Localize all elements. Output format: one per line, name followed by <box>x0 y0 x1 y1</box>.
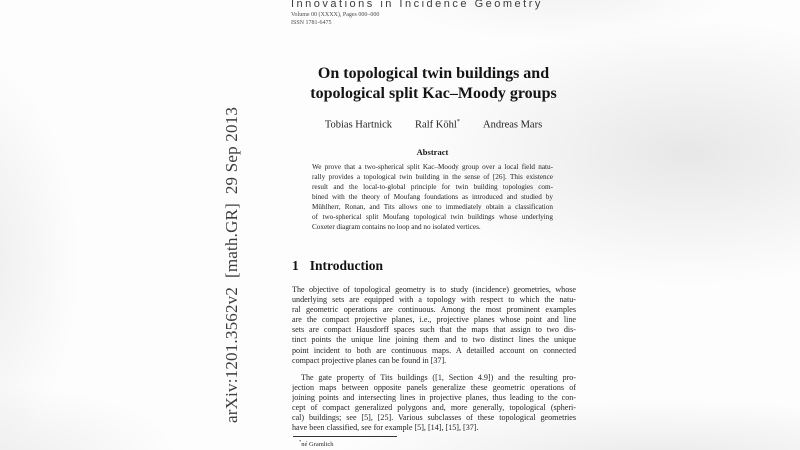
abstract-body <box>312 162 553 232</box>
text-line: Mühlherr, Ronan, and Tits allows one to immediately obtain a classification <box>312 203 553 211</box>
journal-issn-line: ISSN 1781-6475 <box>291 19 332 26</box>
text-line: cal) buildings; see [5], [25]. Various subclasses of these topological geometries <box>292 413 576 423</box>
authors-row <box>292 118 575 131</box>
intro-paragraph-1 <box>292 285 576 366</box>
text-line: bined with the theory of Moufang foundations as introduced and studied by <box>312 193 553 201</box>
intro-paragraph-2 <box>292 373 576 434</box>
text-line: result and the local-to-global principle for twin building topologies com- <box>312 183 553 191</box>
journal-name: Innovations in Incidence Geometry <box>291 0 543 10</box>
footnote <box>299 439 334 448</box>
paper-title-line2: topological split Kac–Moody groups <box>310 85 557 102</box>
section-title: Introduction <box>309 258 384 273</box>
author-item <box>325 118 392 131</box>
text-line: have been classified, see for example [5], [14], [15], [37]. <box>292 423 479 433</box>
paper-title-line1: On topological twin buildings and <box>317 65 550 82</box>
text-line: The gate property of Tits buildings ([1, Section 4.9]) and the resulting pro- <box>301 373 576 382</box>
text-line: ral geometric operations are continuous. Among the most prominent examples <box>292 305 576 315</box>
abstract-heading: Abstract <box>416 147 449 157</box>
text-line: of two-spherical split Moufang topological twin buildings whose underlying <box>312 213 553 221</box>
text-line: jection maps between opposite panels generalize these geometric operations of <box>292 383 576 393</box>
arxiv-watermark: arXiv:1201.3562v2 [math.GR] 29 Sep 2013 <box>222 106 241 423</box>
text-line: are the compact projective planes, i.e., projective planes whose point and line <box>292 315 576 325</box>
abstract-section <box>312 147 553 232</box>
text-line: underlying sets are equipped with a topology with respect to which the natu- <box>292 295 576 305</box>
journal-masthead <box>291 0 543 26</box>
author-footnote-mark: * <box>456 118 460 125</box>
paper-title <box>292 64 575 104</box>
text-line: compact projective planes can be found in [37]. <box>292 355 447 365</box>
author-name: Ralf Köhl <box>415 119 457 131</box>
author-item <box>415 118 460 131</box>
text-line: cept of compact generalized polygons and, more generally, topological (spheri- <box>292 403 576 413</box>
footnote-text: né Gramlich <box>301 441 334 449</box>
text-line: rally provides a topological twin building in the sense of [26]. This existence <box>312 173 553 181</box>
text-line: The objective of topological geometry is to study (incidence) geometries, whose <box>292 285 576 294</box>
author-name: Andreas Mars <box>482 119 543 131</box>
text-line: sets are compact Hausdorff spaces such that the maps that assign to two dis- <box>292 325 576 335</box>
journal-volume-line: Volume 00 (XXXX), Pages 000–000 <box>291 11 380 18</box>
text-line: joining points and intersecting lines in projective planes, thus leading to the con- <box>292 393 576 403</box>
text-line: point incident to both are continuous maps. A detailled account on connected <box>292 345 576 355</box>
author-item <box>483 118 542 131</box>
section-heading <box>292 258 383 274</box>
author-name: Tobias Hartnick <box>324 119 393 131</box>
text-line: We prove that a two-spherical split Kac–Moody group over a local field natu- <box>312 163 553 171</box>
footnote-marker: * <box>299 439 302 444</box>
text-line: Coxeter diagram contains no loop and no isolated vertices. <box>312 223 481 231</box>
footnote-rule <box>293 436 397 437</box>
section-number: 1 <box>292 258 299 273</box>
text-line: tinct points the unique line joining them and to two distinct lines the unique <box>292 335 576 345</box>
